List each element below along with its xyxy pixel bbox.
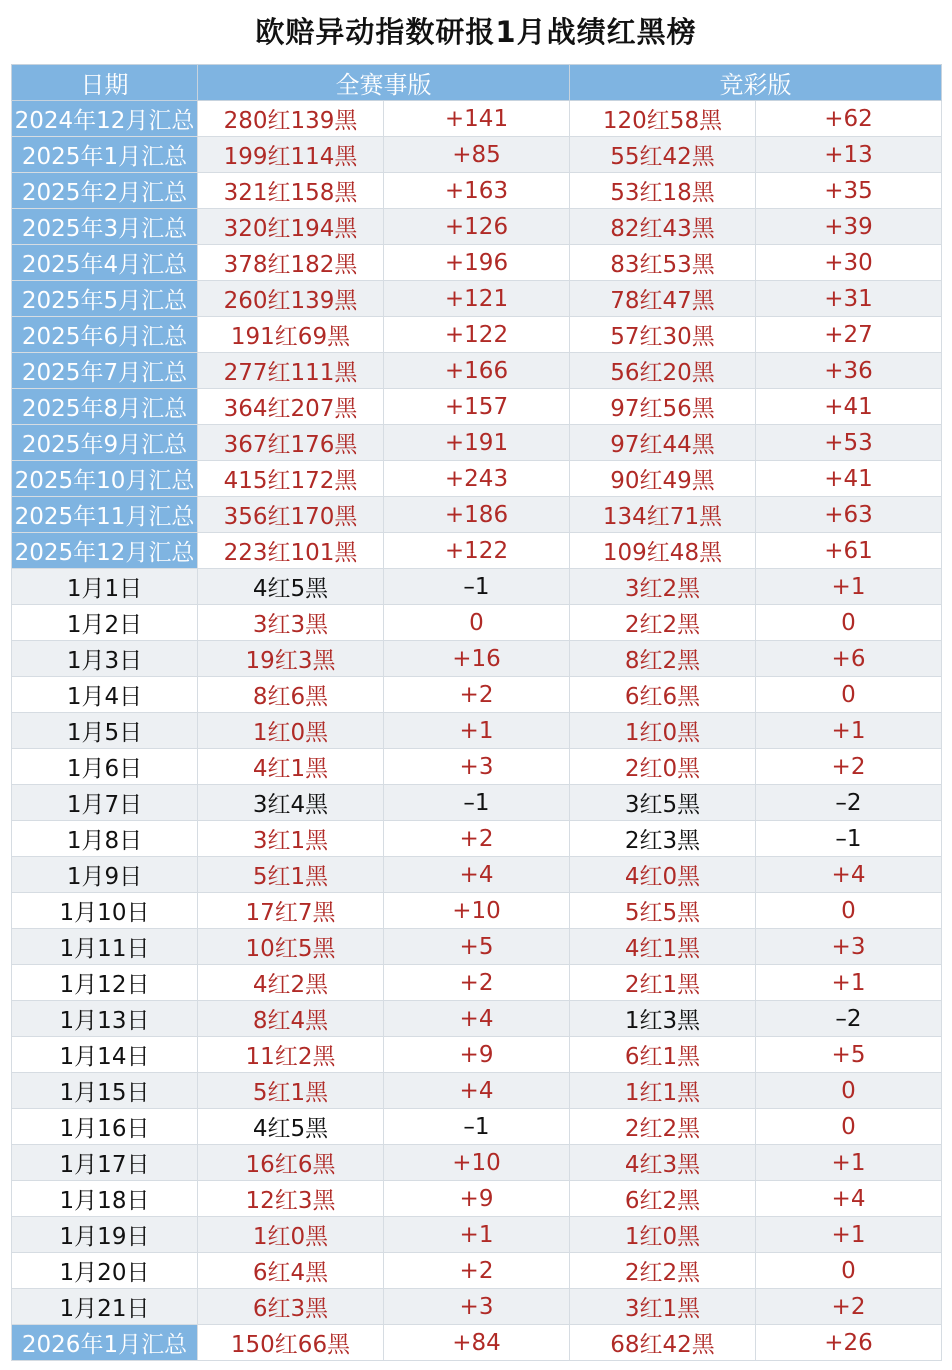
all-record-cell: 3红1黑: [198, 821, 384, 857]
jc-diff-cell: +1: [756, 965, 942, 1001]
table-row: [12, 1109, 942, 1145]
table-row: [12, 461, 942, 497]
date-cell: 1月20日: [12, 1253, 198, 1289]
jc-record-cell: 78红47黑: [570, 281, 756, 317]
all-record-cell: 10红5黑: [198, 929, 384, 965]
table-row: [12, 353, 942, 389]
page-title: 欧赔异动指数研报1月战绩红黑榜: [255, 15, 697, 49]
date-cell: 1月11日: [12, 929, 198, 965]
all-diff-cell: +5: [384, 929, 570, 965]
all-diff-cell: +9: [384, 1181, 570, 1217]
jc-record-cell: 97红44黑: [570, 425, 756, 461]
all-record-cell: 356红170黑: [198, 497, 384, 533]
all-diff-cell: +3: [384, 749, 570, 785]
header-date: 日期: [12, 65, 198, 101]
all-diff-cell: –1: [384, 569, 570, 605]
all-diff-cell: +163: [384, 173, 570, 209]
all-diff-cell: –1: [384, 785, 570, 821]
jc-record-cell: 3红5黑: [570, 785, 756, 821]
jc-diff-cell: 0: [756, 893, 942, 929]
date-cell: 2025年10月汇总: [12, 461, 198, 497]
table-row: [12, 929, 942, 965]
table-row: [12, 1001, 942, 1037]
jc-record-cell: 4红0黑: [570, 857, 756, 893]
all-diff-cell: +141: [384, 101, 570, 137]
all-diff-cell: +4: [384, 857, 570, 893]
all-record-cell: 1红0黑: [198, 1217, 384, 1253]
all-diff-cell: +3: [384, 1289, 570, 1325]
all-diff-cell: +186: [384, 497, 570, 533]
jc-diff-cell: +1: [756, 713, 942, 749]
jc-record-cell: 6红6黑: [570, 677, 756, 713]
all-record-cell: 199红114黑: [198, 137, 384, 173]
all-diff-cell: +126: [384, 209, 570, 245]
jc-record-cell: 8红2黑: [570, 641, 756, 677]
jc-record-cell: 5红5黑: [570, 893, 756, 929]
jc-record-cell: 55红42黑: [570, 137, 756, 173]
all-record-cell: 260红139黑: [198, 281, 384, 317]
jc-diff-cell: +13: [756, 137, 942, 173]
jc-diff-cell: +61: [756, 533, 942, 569]
date-cell: 2025年7月汇总: [12, 353, 198, 389]
jc-diff-cell: +62: [756, 101, 942, 137]
jc-record-cell: 2红0黑: [570, 749, 756, 785]
jc-record-cell: 53红18黑: [570, 173, 756, 209]
table-row: [12, 245, 942, 281]
table-header: [12, 65, 942, 101]
table-row: [12, 533, 942, 569]
table-row: [12, 1325, 942, 1361]
all-record-cell: 378红182黑: [198, 245, 384, 281]
all-record-cell: 12红3黑: [198, 1181, 384, 1217]
all-diff-cell: +2: [384, 821, 570, 857]
jc-record-cell: 97红56黑: [570, 389, 756, 425]
jc-diff-cell: +2: [756, 749, 942, 785]
all-diff-cell: +166: [384, 353, 570, 389]
date-cell: 1月3日: [12, 641, 198, 677]
all-diff-cell: +2: [384, 965, 570, 1001]
table-row: [12, 1145, 942, 1181]
date-cell: 1月9日: [12, 857, 198, 893]
jc-diff-cell: 0: [756, 1109, 942, 1145]
jc-record-cell: 1红1黑: [570, 1073, 756, 1109]
table-row: [12, 1037, 942, 1073]
table-row: [12, 173, 942, 209]
all-diff-cell: +4: [384, 1001, 570, 1037]
jc-diff-cell: –2: [756, 1001, 942, 1037]
all-diff-cell: +84: [384, 1325, 570, 1361]
jc-diff-cell: +36: [756, 353, 942, 389]
table-row: [12, 317, 942, 353]
jc-record-cell: 56红20黑: [570, 353, 756, 389]
all-record-cell: 11红2黑: [198, 1037, 384, 1073]
table-row: [12, 137, 942, 173]
date-cell: 1月15日: [12, 1073, 198, 1109]
all-record-cell: 5红1黑: [198, 857, 384, 893]
date-cell: 1月21日: [12, 1289, 198, 1325]
all-record-cell: 415红172黑: [198, 461, 384, 497]
table-row: [12, 785, 942, 821]
all-diff-cell: +196: [384, 245, 570, 281]
date-cell: 2025年6月汇总: [12, 317, 198, 353]
all-diff-cell: +4: [384, 1073, 570, 1109]
jc-record-cell: 2红2黑: [570, 1253, 756, 1289]
date-cell: 2025年3月汇总: [12, 209, 198, 245]
table-row: [12, 389, 942, 425]
all-record-cell: 6红3黑: [198, 1289, 384, 1325]
date-cell: 1月6日: [12, 749, 198, 785]
all-record-cell: 8红6黑: [198, 677, 384, 713]
jc-record-cell: 134红71黑: [570, 497, 756, 533]
date-cell: 2025年5月汇总: [12, 281, 198, 317]
jc-diff-cell: +3: [756, 929, 942, 965]
all-diff-cell: +10: [384, 1145, 570, 1181]
table-row: [12, 713, 942, 749]
table-row: [12, 1181, 942, 1217]
date-cell: 2025年11月汇总: [12, 497, 198, 533]
all-record-cell: 6红4黑: [198, 1253, 384, 1289]
jc-record-cell: 3红2黑: [570, 569, 756, 605]
jc-diff-cell: +27: [756, 317, 942, 353]
jc-record-cell: 2红2黑: [570, 605, 756, 641]
jc-record-cell: 90红49黑: [570, 461, 756, 497]
all-record-cell: 280红139黑: [198, 101, 384, 137]
date-cell: 1月1日: [12, 569, 198, 605]
table-row: [12, 749, 942, 785]
all-record-cell: 8红4黑: [198, 1001, 384, 1037]
table-row: [12, 857, 942, 893]
all-record-cell: 5红1黑: [198, 1073, 384, 1109]
jc-diff-cell: +1: [756, 569, 942, 605]
jc-diff-cell: 0: [756, 677, 942, 713]
jc-diff-cell: +4: [756, 857, 942, 893]
date-cell: 1月19日: [12, 1217, 198, 1253]
jc-record-cell: 3红1黑: [570, 1289, 756, 1325]
table-row: [12, 1253, 942, 1289]
jc-record-cell: 6红1黑: [570, 1037, 756, 1073]
all-record-cell: 321红158黑: [198, 173, 384, 209]
header-all-events: 全赛事版: [198, 65, 570, 101]
date-cell: 2025年4月汇总: [12, 245, 198, 281]
all-diff-cell: +9: [384, 1037, 570, 1073]
jc-record-cell: 57红30黑: [570, 317, 756, 353]
all-record-cell: 150红66黑: [198, 1325, 384, 1361]
table-row: [12, 497, 942, 533]
date-cell: 1月12日: [12, 965, 198, 1001]
jc-record-cell: 2红1黑: [570, 965, 756, 1001]
jc-record-cell: 4红3黑: [570, 1145, 756, 1181]
all-diff-cell: +157: [384, 389, 570, 425]
all-diff-cell: +16: [384, 641, 570, 677]
all-diff-cell: +243: [384, 461, 570, 497]
all-record-cell: 4红2黑: [198, 965, 384, 1001]
all-diff-cell: +1: [384, 1217, 570, 1253]
jc-diff-cell: +26: [756, 1325, 942, 1361]
jc-diff-cell: +35: [756, 173, 942, 209]
date-cell: 1月17日: [12, 1145, 198, 1181]
jc-record-cell: 2红3黑: [570, 821, 756, 857]
date-cell: 1月8日: [12, 821, 198, 857]
date-cell: 2025年8月汇总: [12, 389, 198, 425]
date-cell: 1月7日: [12, 785, 198, 821]
header-jingcai: 竞彩版: [570, 65, 942, 101]
date-cell: 2024年12月汇总: [12, 101, 198, 137]
all-diff-cell: 0: [384, 605, 570, 641]
jc-record-cell: 82红43黑: [570, 209, 756, 245]
table-row: [12, 1073, 942, 1109]
all-record-cell: 223红101黑: [198, 533, 384, 569]
jc-diff-cell: +6: [756, 641, 942, 677]
table-row: [12, 641, 942, 677]
table-row: [12, 101, 942, 137]
all-record-cell: 17红7黑: [198, 893, 384, 929]
all-diff-cell: +85: [384, 137, 570, 173]
date-cell: 1月4日: [12, 677, 198, 713]
jc-diff-cell: +41: [756, 389, 942, 425]
date-cell: 1月5日: [12, 713, 198, 749]
jc-diff-cell: –1: [756, 821, 942, 857]
jc-record-cell: 120红58黑: [570, 101, 756, 137]
all-diff-cell: +122: [384, 533, 570, 569]
all-diff-cell: +121: [384, 281, 570, 317]
jc-diff-cell: +5: [756, 1037, 942, 1073]
jc-diff-cell: +53: [756, 425, 942, 461]
all-record-cell: 1红0黑: [198, 713, 384, 749]
jc-diff-cell: +39: [756, 209, 942, 245]
all-diff-cell: +1: [384, 713, 570, 749]
date-cell: 1月18日: [12, 1181, 198, 1217]
all-record-cell: 4红1黑: [198, 749, 384, 785]
date-cell: 1月2日: [12, 605, 198, 641]
all-record-cell: 320红194黑: [198, 209, 384, 245]
table-row: [12, 965, 942, 1001]
table-row: [12, 677, 942, 713]
date-cell: 2025年1月汇总: [12, 137, 198, 173]
table-body: [12, 101, 942, 1361]
jc-record-cell: 4红1黑: [570, 929, 756, 965]
all-record-cell: 4红5黑: [198, 569, 384, 605]
jc-diff-cell: +41: [756, 461, 942, 497]
date-cell: 1月13日: [12, 1001, 198, 1037]
all-diff-cell: +10: [384, 893, 570, 929]
jc-diff-cell: –2: [756, 785, 942, 821]
jc-record-cell: 1红0黑: [570, 1217, 756, 1253]
record-table: [11, 64, 942, 1361]
jc-record-cell: 83红53黑: [570, 245, 756, 281]
table-row: [12, 209, 942, 245]
date-cell: 2026年1月汇总: [12, 1325, 198, 1361]
jc-diff-cell: 0: [756, 1073, 942, 1109]
jc-diff-cell: +31: [756, 281, 942, 317]
table-row: [12, 893, 942, 929]
date-cell: 2025年9月汇总: [12, 425, 198, 461]
all-record-cell: 191红69黑: [198, 317, 384, 353]
all-diff-cell: +191: [384, 425, 570, 461]
date-cell: 1月16日: [12, 1109, 198, 1145]
all-record-cell: 3红4黑: [198, 785, 384, 821]
table-row: [12, 281, 942, 317]
all-diff-cell: +2: [384, 677, 570, 713]
jc-record-cell: 2红2黑: [570, 1109, 756, 1145]
jc-diff-cell: +2: [756, 1289, 942, 1325]
table-row: [12, 425, 942, 461]
date-cell: 1月10日: [12, 893, 198, 929]
all-record-cell: 277红111黑: [198, 353, 384, 389]
jc-diff-cell: 0: [756, 1253, 942, 1289]
table-row: [12, 605, 942, 641]
table-row: [12, 1217, 942, 1253]
jc-diff-cell: +1: [756, 1145, 942, 1181]
date-cell: 2025年12月汇总: [12, 533, 198, 569]
header-row: [12, 65, 942, 101]
table-row: [12, 1289, 942, 1325]
table-row: [12, 821, 942, 857]
all-diff-cell: –1: [384, 1109, 570, 1145]
jc-record-cell: 1红0黑: [570, 713, 756, 749]
all-record-cell: 19红3黑: [198, 641, 384, 677]
all-diff-cell: +2: [384, 1253, 570, 1289]
jc-record-cell: 1红3黑: [570, 1001, 756, 1037]
jc-diff-cell: +1: [756, 1217, 942, 1253]
jc-record-cell: 109红48黑: [570, 533, 756, 569]
jc-record-cell: 68红42黑: [570, 1325, 756, 1361]
all-record-cell: 367红176黑: [198, 425, 384, 461]
jc-diff-cell: 0: [756, 605, 942, 641]
date-cell: 1月14日: [12, 1037, 198, 1073]
table-row: [12, 569, 942, 605]
all-record-cell: 3红3黑: [198, 605, 384, 641]
jc-diff-cell: +4: [756, 1181, 942, 1217]
date-cell: 2025年2月汇总: [12, 173, 198, 209]
jc-diff-cell: +63: [756, 497, 942, 533]
jc-record-cell: 6红2黑: [570, 1181, 756, 1217]
all-record-cell: 4红5黑: [198, 1109, 384, 1145]
all-record-cell: 16红6黑: [198, 1145, 384, 1181]
all-diff-cell: +122: [384, 317, 570, 353]
jc-diff-cell: +30: [756, 245, 942, 281]
all-record-cell: 364红207黑: [198, 389, 384, 425]
